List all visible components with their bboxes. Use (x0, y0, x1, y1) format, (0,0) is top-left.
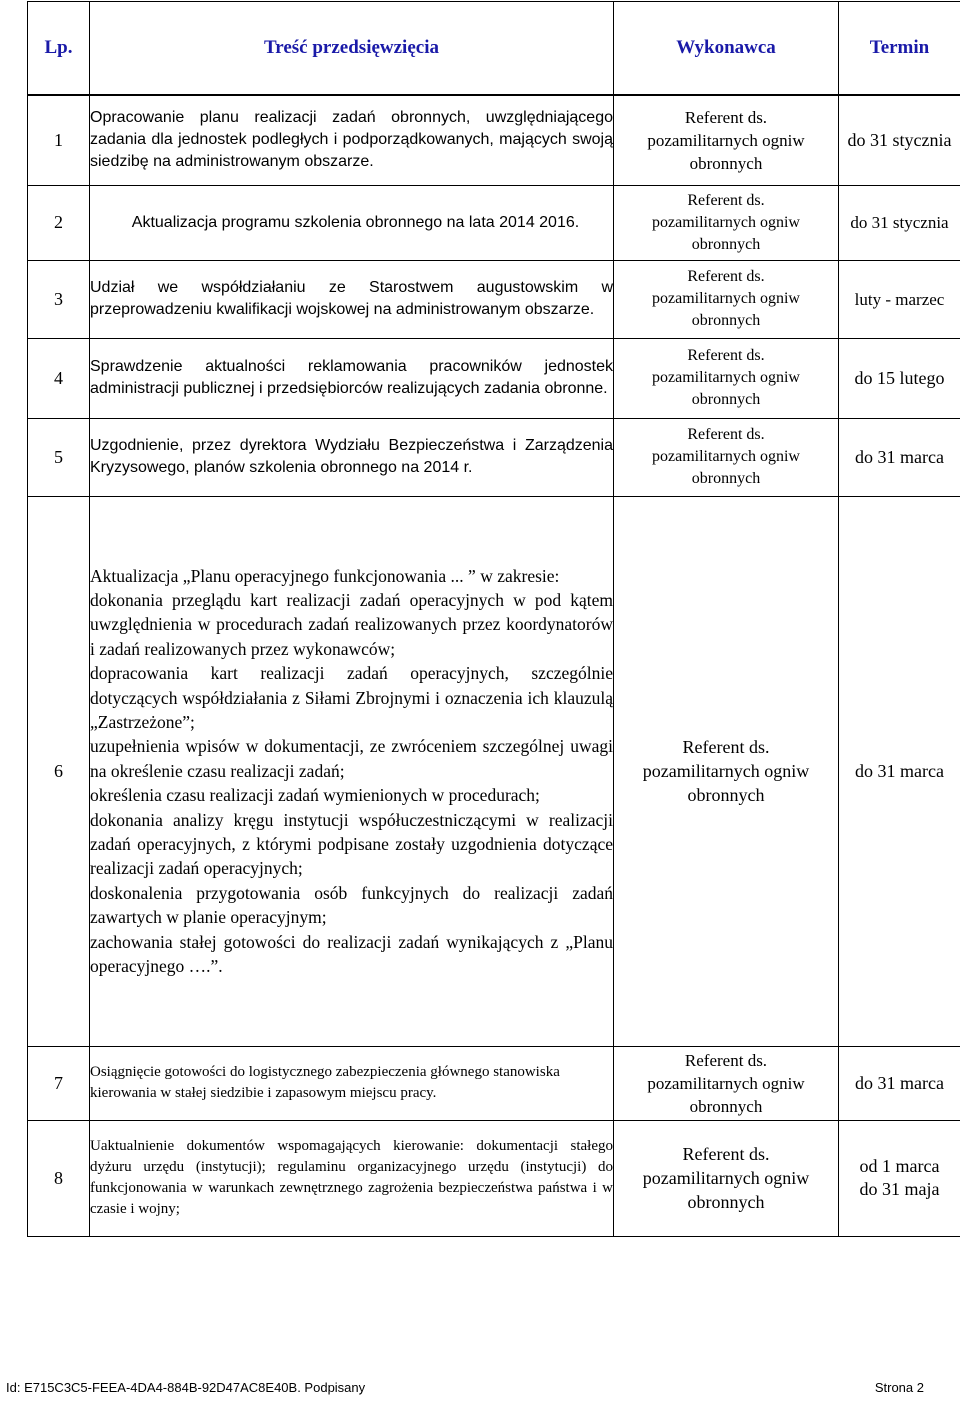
table-row (28, 418, 960, 496)
header-term: Termin (839, 2, 960, 96)
row-term: do 31 marca (839, 1046, 960, 1120)
row-content (90, 418, 614, 496)
content-paragraph: Opracowanie planu realizacji zadań obronnych, uwzględniającego zadania dla jednostek podległych i podporządkowanych, mających swoją siedzibę na administrowanym obszarze. (90, 109, 613, 171)
executor-line: obronnych (689, 153, 763, 173)
table-row (28, 1120, 960, 1236)
executor-line: Referent ds. (687, 426, 765, 443)
row-term: od 1 marca do 31 maja (839, 1120, 960, 1236)
content-paragraph: Udział we współdziałaniu ze Starostwem augustowskim w przeprowadzeniu kwalifikacji wojskowej na administrowanym obszarze. (90, 279, 613, 318)
row-executor (614, 418, 839, 496)
executor-line: pozamilitarnych ogniw (652, 290, 800, 307)
executor-line: obronnych (691, 391, 761, 408)
row-number: 1 (28, 95, 90, 185)
table-row (28, 185, 960, 260)
content-paragraph: Aktualizacja programu szkolenia obronnego na lata 2014 2016. (131, 213, 580, 231)
row-executor (614, 496, 839, 1046)
row-content (90, 260, 614, 338)
row-content (90, 95, 614, 185)
row-term: do 31 marca (839, 496, 960, 1046)
table-row (28, 1046, 960, 1120)
document-id: Id: E715C3C5-FEEA-4DA4-884B-92D47AC8E40B. Podpisany (6, 1380, 366, 1395)
page-number: Strona 2 (874, 1380, 924, 1395)
executor-line: obronnych (687, 1192, 765, 1212)
table-row (28, 338, 960, 418)
row-number: 5 (28, 418, 90, 496)
executor-line: Referent ds. (682, 737, 770, 757)
table-header-row (28, 2, 960, 96)
row-number: 3 (28, 260, 90, 338)
row-content (90, 1120, 614, 1236)
row-term: luty - marzec (839, 260, 960, 338)
row-content (90, 496, 614, 1046)
executor-line: Referent ds. (684, 107, 768, 127)
row-number: 4 (28, 338, 90, 418)
row-number: 2 (28, 185, 90, 260)
row-executor (614, 1120, 839, 1236)
content-paragraph: dokonania przeglądu kart realizacji zadań operacyjnych w pod kątem uwzględnienia w procedurach zadań realizowanych przez koordynatorów i zadań realizowanych przez wykonawców; (90, 589, 613, 659)
executor-line: obronnych (691, 312, 761, 329)
header-content: Treść przedsięwzięcia (90, 2, 614, 96)
content-paragraph: doskonalenia przygotowania osób funkcyjnych do realizacji zadań zawartych w planie operacyjnym; (90, 882, 613, 928)
row-term: do 31 stycznia (839, 95, 960, 185)
row-number: 8 (28, 1120, 90, 1236)
row-number: 7 (28, 1046, 90, 1120)
executor-line: Referent ds. (684, 1050, 768, 1070)
row-content (90, 185, 614, 260)
content-paragraph: dopracowania kart realizacji zadań operacyjnych, szczególnie dotyczących współdziałania z Siłami Zbrojnymi i oznaczenia ich klauzulą „Zastrzeżone”; (90, 663, 613, 732)
executor-line: pozamilitarnych ogniw (642, 1168, 810, 1188)
executor-line: pozamilitarnych ogniw (647, 130, 805, 150)
table-row (28, 496, 960, 1046)
executor-line: pozamilitarnych ogniw (652, 448, 800, 465)
content-paragraph: Uaktualnienie dokumentów wspomagających kierowanie: dokumentacji stałego dyżuru urzędu (instytucji); regulaminu organizacyjnego urzędu (instytucji) do funkcjonowania w warunkach zewnętrznego zagrożenia bezpieczeństwa państwa i w czasie i wojny; (90, 1138, 613, 1217)
row-number: 6 (28, 496, 90, 1046)
row-term: do 31 stycznia (839, 185, 960, 260)
executor-line: obronnych (691, 470, 761, 487)
header-lp: Lp. (28, 2, 90, 96)
header-executor: Wykonawca (614, 2, 839, 96)
executor-line: obronnych (687, 785, 765, 805)
executor-line: pozamilitarnych ogniw (647, 1073, 805, 1093)
executor-line: obronnych (689, 1096, 763, 1116)
content-paragraph: Aktualizacja „Planu operacyjnego funkcjonowania ... ” w zakresie: (90, 565, 560, 586)
row-executor (614, 338, 839, 418)
row-content (90, 1046, 614, 1120)
executor-line: Referent ds. (687, 268, 765, 285)
row-executor (614, 1046, 839, 1120)
row-executor (614, 185, 839, 260)
executor-line: pozamilitarnych ogniw (652, 213, 800, 231)
content-paragraph: zachowania stałej gotowości do realizacji zadań wynikających z „Planu operacyjnego ….”. (90, 931, 613, 977)
row-content (90, 338, 614, 418)
executor-line: Referent ds. (682, 1144, 770, 1164)
table-row (28, 95, 960, 185)
executor-line: Referent ds. (687, 347, 765, 364)
executor-line: pozamilitarnych ogniw (652, 369, 800, 386)
executor-line: obronnych (691, 235, 761, 253)
row-executor (614, 260, 839, 338)
executor-line: pozamilitarnych ogniw (642, 761, 810, 781)
row-executor (614, 95, 839, 185)
executor-line: Referent ds. (687, 191, 765, 209)
table-row (28, 260, 960, 338)
content-paragraph: uzupełnienia wpisów w dokumentacji, ze zwróceniem szczególnej uwagi na określenie czasu realizacji zadań; (90, 736, 613, 781)
content-paragraph: Uzgodnienie, przez dyrektora Wydziału Bezpieczeństwa i Zarządzenia Kryzysowego, planów szkolenia obronnego na 2014 r. (90, 437, 613, 476)
content-paragraph: określenia czasu realizacji zadań wymienionych w procedurach; (90, 785, 540, 806)
content-paragraph: Osiągnięcie gotowości do logistycznego zabezpieczenia głównego stanowiska kierowania w stałej siedzibie i zapasowym miejscu pracy. (90, 1064, 560, 1101)
row-term: do 31 marca (839, 418, 960, 496)
row-term: do 15 lutego (839, 338, 960, 418)
content-paragraph: dokonania analizy kręgu instytucji współuczestniczącymi w realizacji zadań operacyjnych, z którymi podpisane zostały uzgodnienia dotyczące realizacji zadań operacyjnych; (90, 809, 613, 879)
content-paragraph: Sprawdzenie aktualności reklamowania pracowników jednostek administracji publicznej i przedsiębiorców realizujących zadania obronne. (90, 358, 613, 397)
plan-table (27, 1, 960, 1237)
